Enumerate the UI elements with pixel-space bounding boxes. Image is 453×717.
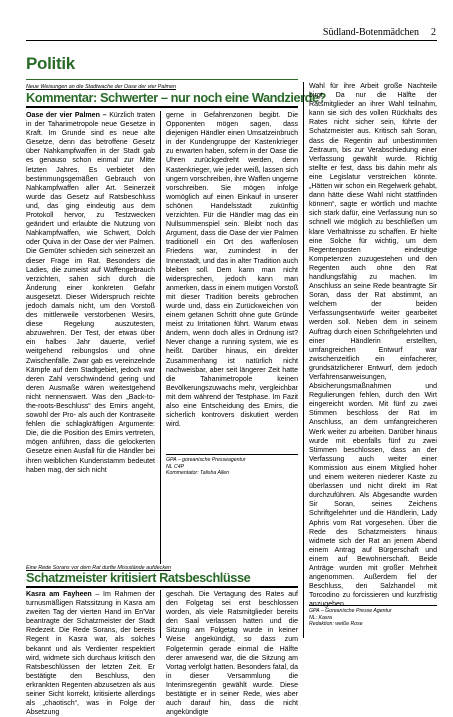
credit-location: NL C4P [166,463,185,470]
newspaper-title: Südland-Botenmädchen [322,27,419,38]
article2-body-3: Wahl für ihre Arbeit große Nachteile birgt. Da nur die Hälfte der Ratsmitglieder an ihrer Wahl teilnahm, kann sie sich des vollen Rückhalts des Rates nicht sicher sein, führte der Schatzmeister aus. Kritisch sah Soran, dass die Regentin auf unbestimmten Zeitraum, bis zur Verabschiedung einer Verfassung gewählt wurde. Richtig stellte er fest, dass bis dahin mehr als eine Legislatur verstreichen könnte. „Hätten wir schon ein Regelwerk gehabt, dann hätte diese Wahl nicht stattfinden können“, sagte er wörtlich und machte sich stark dafür, eine Verfassung nun so schnell wie möglich zu beschließen um klare Verhältnisse zu schaffen. Er hielte eine Solche für wichtig, um dem Regentenposten eindeutige Kompetenzen zuzugestehen und den Regenten auch ohne den Rat handlungsfähig zu machen. Im Anschluss an seine Rede beantragte Sir Soran, dass der Rat abstimmt, an welchem der beiden Verfassungsentwürfe weiter gearbeitet werden soll. Neben dem in seinem Auftrag durch einen Schriftgelehrten und einer Händlerin erstellten, umfangreichen Entwurf war zwischenzeitlich ein einfacherer, grundsätzlicherer Entwurf, dem jedoch Verfahrensanweisungen, Absicherungsmaßnahmen und Regulierungen fehlen, durch den Wirt eingereicht worden. Mit fünf zu zwei Stimmen beschloss der Rat im Anschluss, an dem umfangreicheren Werk weiter zu arbeiten. Darüber hinaus wurde mit ebenfalls fünf zu zwei Stimmen beschlossen, dass an der Verfassung auch weiter einer Kommission aus einem Mitglied hoher und einem weiteren niederer Kaste zu überlassen und nicht direkt im Rat durchzuführen. Als Abgesandte wurden Sir Soran, seines Zeichens Schriftgelehrter und die Händlerin, Lady Aphris vom Rat vorgesehen. Über die Rede des Schatzmeisters hinaus widmete sich der Rat an jenem Abend einem Antrag auf Bürgerschaft und einem auf Bewohnerschaft. Beide Anträge wurden mit großer Mehrheit angenommen. Außerdem fiel der Beschluss, den Salzhandel mit Torcodino zu forcissieren und kurzfristig anzugehen. [309,83,437,609]
section-rule [26,79,298,80]
article2-headline-rule [26,586,298,588]
article1-credits [166,457,298,477]
article2-headline: Schatzmeister kritisiert Ratsbeschlüsse [26,570,251,585]
credit-author: Kommentator: Talisha Allen [166,470,230,477]
article2-kicker: Eine Rede Sorans vor dem Rat durfte Missstände aufdecken [26,565,172,571]
credit-agency: GPA – goreanische Presseagentur [166,457,246,463]
article1-body-2: gerne in Gefahrenzonen begibt. Die Opponenten mögen sagen, dass diejenigen Händler einen Umsatzeinbruch in der Kundengruppe der Kastenkrieger zu erwarten haben, sofern in der Oase die Uhren zurückgedreht werden, denn Kastenkrieger, wie jeder weiß, lassen sich ungern vorschreiben, ihre Waffen ungerne vorschreiben. Sie mögen infolge womöglich auf einen Einkauf in unserer schönen Handelsstadt zukünftig verzichten. Für die Händler mag das ein Nullsummenspiel sein. Bleibt noch das Argument, dass die Oase der vier Palmen traditionell ein Ort des waffenlosen Friedens war, zumindest in der Innenstadt, und das in alter Tradition auch bleiben soll. Dem kann man nicht widersprechen, jedoch kann man anmerken, dass in einem mutigen Vorstoß mit dieser Tradition bereits gebrochen wurde und, dass ein Zurückweichen von einem getanen Schritt ohne gute Gründe meist zu Irritationen führt. Warum etwas ändern, wenn doch alles in Ordnung ist? Never change a running system, wie es heißt. Darüber hinaus, ein direkter Zusammenhang ist natürlich nicht nachweisbar, aber seit längerer Zeit hatte die Tahanimetropole keinen Bevölkerungszuwachs mehr, vergleichbar mit dem während der Testphase. Im Fazit also eine Entscheidung des Emirs, die sicherlich kontrovers diskutiert werden wird. [166,112,298,429]
article1-headline-rule [26,106,298,108]
article1-credits-rule [166,454,298,455]
article2-credits [309,608,437,628]
credit-location-2: NL: Kasra [309,614,333,621]
article2-body-1: – Im Rahmen der turnusmäßigen Ratssitzung in Kasra am zweiten Tag der vierten Hand im En'Var beantragte der Schatzmeister der Stadt Redezeit. Die Rede Sorans, der bereits Regent in Kasra war, als solches bekannt und als Verdienter respektiert wird, widmete sich durchaus kritisch den Ratsbeschlüssen der letzten Zeit. Er bestätigte den Beschluss, den erkrankten Regenten abzusetzen als aus seiner Sicht korrekt, kritisierte allerdings als „chaotisch“, was in Folge der Absetzung [26,591,155,717]
article1-headline: Kommentar: Schwerter – nur noch eine Wandzierde? [26,90,327,105]
header-rule [26,40,437,41]
article1-kicker: Neue Weisungen an die Stadtwache der Oase der vier Palmen [26,84,177,90]
column-divider-3 [303,82,304,638]
article2-body-2: geschah. Die Vertagung des Rates auf den Folgetag sei erst beschlossen worden, als viele Ratsmitglieder bereits den Saal verlassen hatten und die Sitzung am Folgetag wurde in keiner Weise angekündigt, so dass zum Folgetermin gerade einmal die Hälfte derer anwesend war, die die Sitzung am Vortag verfolgt hatten. Besonders fatal, da in dieser Versammlung die Interimsregentin gewählt wurde. Diese bestätigte er in seiner Rede, wies aber auch darauf hin, dass die nicht angekündigte [166,591,298,717]
article2-column-3 [309,82,437,609]
page-number: 2 [431,27,436,38]
section-title: Politik [26,54,75,73]
article2-credits-rule [309,605,437,606]
article1-dateline: Oase der vier Palmen – [26,112,107,119]
credit-author-2: Redaktion: weiße Rose [309,621,363,628]
article2-dateline: Kasra am Fayheen [26,591,92,598]
column-divider [160,111,161,564]
article1-column-2 [166,111,298,451]
article1-body-1: Kürzlich traten in der Taharimetropole neue Gesetze in Kraft. Im Grunde sind es neue alte Gesetze, denn das betroffene Gesetz über Nahkampfwaffen in der Stadt gab es genauso schon einmal zur Mitte letzten Jahres. Es verbietet den bestimmungsgemäßen Gebrauch von Nahkampfwaffen aller Art. Seinerzeit wurde das Gesetz auf Ratsbeschluss und, das ging eindeutig aus dem Protokoll hervor, zu Testzwecken geändert und erlaubte die Nutzung von Nahkampfwaffen, wie Schwert, Dolch oder Quiva in der Oase der vier Palmen. Die Gemüter schieden sich seinerzeit an dieser Frage im Rat. Besonders die Ladies, die zumeist auf Waffengebrauch verzichten, sahen sich durch die Änderung einer konkreten Gefahr ausgesetzt. Dieser Widerspruch reichte jedoch damals nicht, um den Vorstoß des mittlerweile verstorbenen Wesirs, diese Regelung auszutesten, abzuwehren. Der Test, der etwas über ein halbes Jahr dauerte, verlief weitgehend reibungslos und ohne Zwischenfälle. Zwar gab es vereinzelnde Kämpfe auf dem Stadtgebiet, jedoch war deren Zahl verschwindend gering und deren Ausmaße wären weitestgehend nicht nennenswert. Was den „Back-to-the-roots-Beschluss“ des Emirs angeht, sowohl der Pro- als auch der Kontraseite fehlen die schlagkräftigen Argumente: Die, die die Position des Emirs vertreten, mögen anführen, dass die gelockerten Gesetze einen Ausfall für die Händler bei ihren weiblichen Kundenstamm bedeutet haben mag, der sich nicht [26,112,155,474]
article1-column-1 [26,111,155,545]
column-divider-2 [160,590,161,638]
credit-agency-2: GPA – Goreanische Presse Agentur [309,608,392,614]
article2-column-2 [166,590,298,717]
article2-column-1 [26,590,155,717]
